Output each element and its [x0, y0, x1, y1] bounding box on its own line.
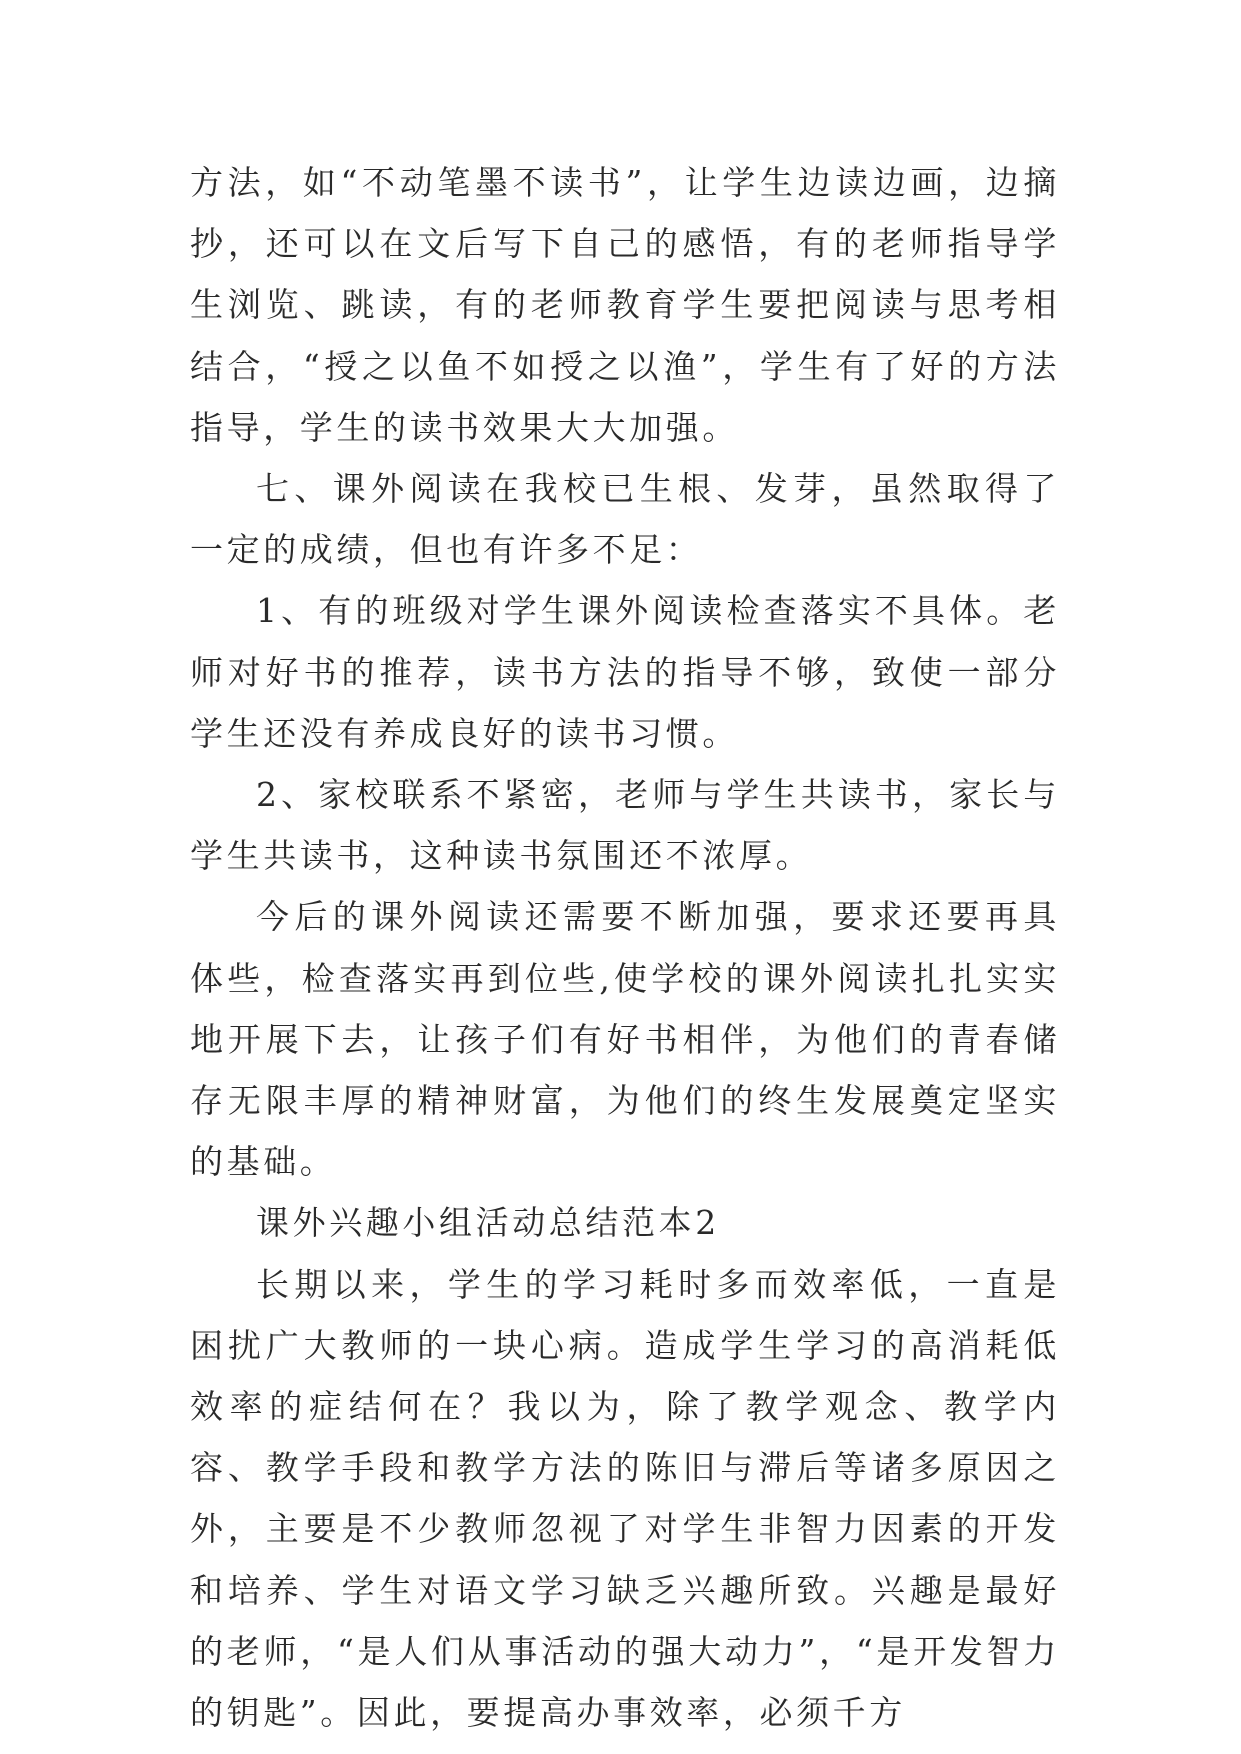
paragraph-shortcoming-two: 2、家校联系不紧密，老师与学生共读书，家长与学生共读书，这种读书氛围还不浓厚。 — [190, 775, 1060, 876]
paragraph-interest: 长期以来，学生的学习耗时多而效率低，一直是困扰广大教师的一块心病。造成学生学习的高消耗低效率的症结何在？我以为，除了教学观念、教学内容、教学手段和教学方法的陈旧与滞后等诸多原因之外，主要是不少教师忽视了对学生非智力因素的开发和培养、学生对语文学习缺乏兴趣所致。兴趣是最好的老师，“是人们从事活动的强大动力”，“是开发智力的钥匙”。因此，要提高办事效率，必须千方 — [190, 1264, 1060, 1733]
paragraph-future-plan: 今后的课外阅读还需要不断加强，要求还要再具体些，检查落实再到位些,使学校的课外阅读扎扎实实地开展下去，让孩子们有好书相伴，为他们的青春储存无限丰厚的精神财富，为他们的终生发展奠定坚实的基础。 — [190, 897, 1060, 1182]
paragraph-section-seven: 七、课外阅读在我校已生根、发芽，虽然取得了一定的成绩，但也有许多不足： — [190, 469, 1060, 570]
body-text — [190, 152, 1060, 1743]
section-heading: 课外兴趣小组活动总结范本2 — [256, 1203, 720, 1243]
paragraph-shortcoming-one: 1、有的班级对学生课外阅读检查落实不具体。老师对好书的推荐，读书方法的指导不够，致使一部分学生还没有养成良好的读书习惯。 — [190, 591, 1060, 753]
paragraph-reading-methods: 方法，如“不动笔墨不读书”，让学生边读边画，边摘抄，还可以在文后写下自己的感悟，有的老师指导学生浏览、跳读，有的老师教育学生要把阅读与思考相结合，“授之以鱼不如授之以渔”，学生有了好的方法指导，学生的读书效果大大加强。 — [190, 163, 1060, 447]
